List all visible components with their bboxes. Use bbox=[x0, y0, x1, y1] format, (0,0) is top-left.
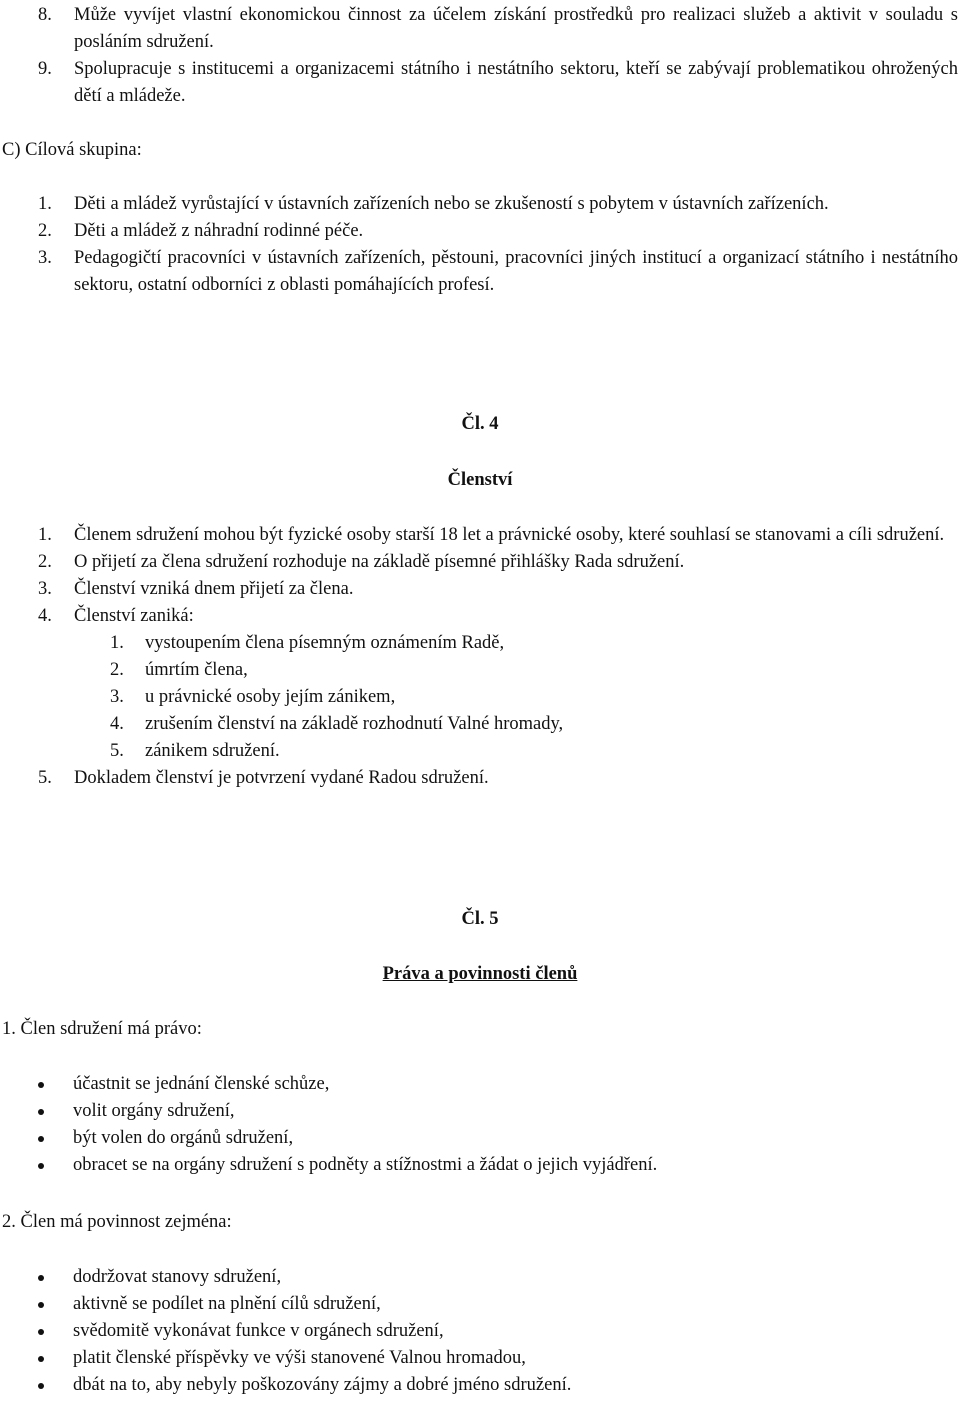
item-number: 1. bbox=[38, 194, 52, 214]
sub-list-item bbox=[0, 657, 960, 684]
membership-list bbox=[0, 522, 960, 792]
list-item bbox=[0, 603, 960, 630]
item-number: 8. bbox=[38, 5, 52, 25]
item-number: 3. bbox=[110, 687, 124, 707]
item-text: u právnické osoby jejím zánikem, bbox=[145, 687, 396, 707]
item-number: 5. bbox=[110, 741, 124, 761]
item-text: volit orgány sdružení, bbox=[73, 1101, 235, 1121]
item-number: 3. bbox=[38, 579, 52, 599]
item-text: úmrtím člena, bbox=[145, 660, 248, 680]
bullet-icon bbox=[38, 1275, 44, 1281]
rights-list bbox=[0, 1071, 960, 1179]
article-title: Členství bbox=[447, 470, 513, 490]
top-list bbox=[0, 2, 960, 110]
bullet-item bbox=[0, 1372, 960, 1399]
item-number: 2. bbox=[38, 552, 52, 572]
list-item bbox=[0, 2, 960, 56]
sub-list-item bbox=[0, 630, 960, 657]
item-text: platit členské příspěvky ve výši stanovené Valnou hromadou, bbox=[73, 1348, 526, 1368]
list-item bbox=[0, 576, 960, 603]
item-text: být volen do orgánů sdružení, bbox=[73, 1128, 294, 1148]
item-text: dodržovat stanovy sdružení, bbox=[73, 1267, 282, 1287]
item-text: vystoupením člena písemným oznámením Radě, bbox=[145, 633, 505, 653]
item-text: aktivně se podílet na plnění cílů sdružení, bbox=[73, 1294, 381, 1314]
bullet-item bbox=[0, 1152, 960, 1179]
bullet-item bbox=[0, 1345, 960, 1372]
sub-list-item bbox=[0, 711, 960, 738]
article-title: Práva a povinnosti členů bbox=[382, 964, 578, 984]
list-item bbox=[0, 218, 960, 245]
item-text: O přijetí za člena sdružení rozhoduje na základě písemné přihlášky Rada sdružení. bbox=[74, 552, 685, 572]
item-number: 5. bbox=[38, 768, 52, 788]
list-item bbox=[0, 522, 960, 549]
item-number: 9. bbox=[38, 59, 52, 79]
list-item bbox=[0, 549, 960, 576]
item-text: Členem sdružení mohou být fyzické osoby starší 18 let a právnické osoby, které souhlasí se stanovami a cíli sdružení. bbox=[74, 525, 945, 545]
duties-list bbox=[0, 1264, 960, 1399]
target-group-list bbox=[0, 191, 960, 299]
bullet-item bbox=[0, 1291, 960, 1318]
bullet-item bbox=[0, 1264, 960, 1291]
duties-heading: 2. Člen má povinnost zejména: bbox=[2, 1212, 232, 1232]
item-number: 1. bbox=[110, 633, 124, 653]
item-text: zánikem sdružení. bbox=[145, 741, 280, 761]
bullet-icon bbox=[38, 1329, 44, 1335]
bullet-icon bbox=[38, 1383, 44, 1389]
item-text: Dokladem členství je potvrzení vydané Radou sdružení. bbox=[74, 768, 489, 788]
item-text: Může vyvíjet vlastní ekonomickou činnost za účelem získání prostředků pro realizaci služeb a aktivit v souladu s posláním sdružení. bbox=[74, 5, 958, 52]
bullet-item bbox=[0, 1098, 960, 1125]
bullet-icon bbox=[38, 1082, 44, 1088]
list-item bbox=[0, 245, 960, 299]
sub-list-item bbox=[0, 738, 960, 765]
item-number: 1. bbox=[38, 525, 52, 545]
item-text: Spolupracuje s institucemi a organizacemi státního i nestátního sektoru, kteří se zabývají problematikou ohrožených dětí a mládeže. bbox=[74, 59, 958, 106]
item-text: Členství zaniká: bbox=[74, 606, 194, 626]
bullet-icon bbox=[38, 1109, 44, 1115]
item-number: 4. bbox=[110, 714, 124, 734]
bullet-icon bbox=[38, 1136, 44, 1142]
article-number: Čl. 4 bbox=[461, 414, 499, 434]
item-text: dbát na to, aby nebyly poškozovány zájmy a dobré jméno sdružení. bbox=[73, 1375, 572, 1395]
bullet-item bbox=[0, 1071, 960, 1098]
list-item bbox=[0, 765, 960, 792]
item-text: Pedagogičtí pracovníci v ústavních zařízeních, pěstouni, pracovníci jiných institucí a organizací státního i nestátního sektoru, ostatní odborníci z oblasti pomáhajících profesí. bbox=[74, 248, 958, 295]
list-item bbox=[0, 191, 960, 218]
bullet-icon bbox=[38, 1356, 44, 1362]
bullet-icon bbox=[38, 1302, 44, 1308]
item-text: Členství vzniká dnem přijetí za člena. bbox=[74, 579, 354, 599]
item-number: 4. bbox=[38, 606, 52, 626]
item-number: 2. bbox=[38, 221, 52, 241]
bullet-icon bbox=[38, 1163, 44, 1169]
item-number: 2. bbox=[110, 660, 124, 680]
item-text: obracet se na orgány sdružení s podněty a stížnostmi a žádat o jejich vyjádření. bbox=[73, 1155, 658, 1175]
list-item bbox=[0, 56, 960, 110]
section-heading: C) Cílová skupina: bbox=[2, 140, 142, 160]
bullet-item bbox=[0, 1318, 960, 1345]
bullet-item bbox=[0, 1125, 960, 1152]
rights-heading: 1. Člen sdružení má právo: bbox=[2, 1019, 202, 1039]
item-text: zrušením členství na základě rozhodnutí Valné hromady, bbox=[145, 714, 564, 734]
item-text: svědomitě vykonávat funkce v orgánech sdružení, bbox=[73, 1321, 444, 1341]
item-text: účastnit se jednání členské schůze, bbox=[73, 1074, 330, 1094]
article-number: Čl. 5 bbox=[461, 909, 499, 929]
item-text: Děti a mládež z náhradní rodinné péče. bbox=[74, 221, 364, 241]
sub-list-item bbox=[0, 684, 960, 711]
item-number: 3. bbox=[38, 248, 52, 268]
item-text: Děti a mládež vyrůstající v ústavních zařízeních nebo se zkušeností s pobytem v ústavních zařízeních. bbox=[74, 194, 829, 214]
